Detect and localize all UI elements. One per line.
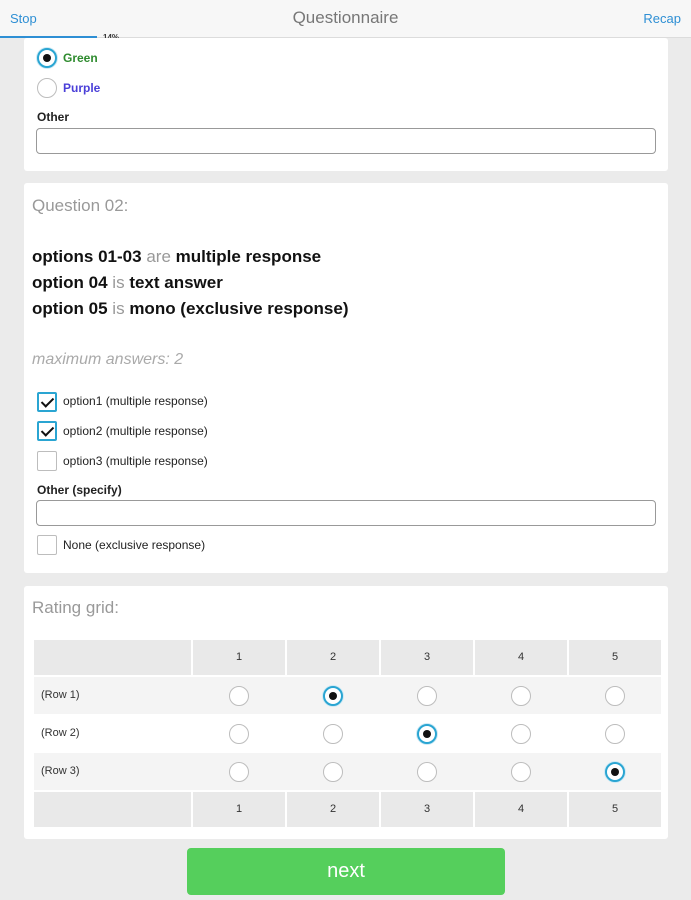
grid-column-header: 5 bbox=[569, 792, 661, 827]
checkbox-option2[interactable] bbox=[37, 421, 57, 441]
grid-radio-row1-col1[interactable] bbox=[229, 686, 249, 706]
option2-label: option2 (multiple response) bbox=[63, 424, 208, 438]
checkbox-none[interactable] bbox=[37, 535, 57, 555]
other-label: Other bbox=[37, 110, 70, 124]
grid-radio-row3-col5[interactable] bbox=[605, 762, 625, 782]
grid-header-corner-top bbox=[34, 640, 191, 675]
next-button[interactable]: next bbox=[187, 848, 505, 895]
instruction-connector: is bbox=[112, 273, 125, 292]
grid-row-label: (Row 3) bbox=[41, 765, 80, 777]
grid-column-header: 5 bbox=[569, 640, 661, 675]
grid-radio-row1-col2[interactable] bbox=[323, 686, 343, 706]
grid-column-header: 4 bbox=[475, 792, 567, 827]
checkbox-option3[interactable] bbox=[37, 451, 57, 471]
option-label-green: Green bbox=[63, 51, 98, 65]
grid-column-header: 1 bbox=[193, 792, 285, 827]
instruction-line bbox=[32, 247, 321, 267]
question-1-card bbox=[24, 38, 668, 171]
grid-column-header: 3 bbox=[381, 792, 473, 827]
grid-radio-row2-col5[interactable] bbox=[605, 724, 625, 744]
grid-radio-row2-col2[interactable] bbox=[323, 724, 343, 744]
instruction-bold: option 05 bbox=[32, 299, 108, 318]
other-input[interactable] bbox=[36, 128, 656, 154]
page-title: Questionnaire bbox=[292, 8, 399, 27]
rating-grid-card bbox=[24, 586, 668, 839]
radio-green[interactable] bbox=[37, 48, 57, 68]
instruction-bold: text answer bbox=[129, 273, 223, 292]
grid-column-header: 2 bbox=[287, 792, 379, 827]
option1-label: option1 (multiple response) bbox=[63, 394, 208, 408]
none-label: None (exclusive response) bbox=[63, 538, 206, 552]
instruction-bold: mono (exclusive response) bbox=[129, 299, 349, 318]
max-answers-note: maximum answers: 2 bbox=[32, 351, 184, 368]
instruction-connector: is bbox=[112, 299, 125, 318]
option3-label: option3 (multiple response) bbox=[63, 454, 208, 468]
stop-button[interactable]: Stop bbox=[10, 11, 37, 26]
instruction-line bbox=[32, 273, 223, 293]
grid-row-label: (Row 2) bbox=[41, 727, 80, 739]
grid-column-header: 1 bbox=[193, 640, 285, 675]
instruction-connector: are bbox=[146, 247, 171, 266]
grid-column-header: 4 bbox=[475, 640, 567, 675]
grid-radio-row3-col2[interactable] bbox=[323, 762, 343, 782]
grid-radio-row3-col1[interactable] bbox=[229, 762, 249, 782]
grid-radio-row3-col4[interactable] bbox=[511, 762, 531, 782]
other-specify-input[interactable] bbox=[36, 500, 656, 526]
checkbox-option1[interactable] bbox=[37, 392, 57, 412]
grid-radio-row1-col5[interactable] bbox=[605, 686, 625, 706]
grid-column-header: 3 bbox=[381, 640, 473, 675]
instruction-bold: options 01-03 bbox=[32, 247, 142, 266]
grid-radio-row2-col3[interactable] bbox=[417, 724, 437, 744]
grid-radio-row2-col1[interactable] bbox=[229, 724, 249, 744]
grid-radio-row1-col4[interactable] bbox=[511, 686, 531, 706]
grid-header-corner-bottom bbox=[34, 792, 191, 827]
grid-column-header: 2 bbox=[287, 640, 379, 675]
grid-radio-row1-col3[interactable] bbox=[417, 686, 437, 706]
grid-row-label: (Row 1) bbox=[41, 689, 80, 701]
instruction-line bbox=[32, 299, 349, 319]
rating-grid-title: Rating grid: bbox=[32, 598, 119, 617]
grid-radio-row3-col3[interactable] bbox=[417, 762, 437, 782]
question-title: Question 02: bbox=[32, 196, 129, 215]
recap-button[interactable]: Recap bbox=[643, 11, 681, 26]
grid-radio-row2-col4[interactable] bbox=[511, 724, 531, 744]
question-2-card bbox=[24, 183, 668, 573]
instruction-bold: multiple response bbox=[175, 247, 322, 266]
option-label-purple: Purple bbox=[63, 81, 101, 95]
instruction-bold: option 04 bbox=[32, 273, 108, 292]
radio-purple[interactable] bbox=[37, 78, 57, 98]
other-specify-label: Other (specify) bbox=[37, 483, 122, 497]
